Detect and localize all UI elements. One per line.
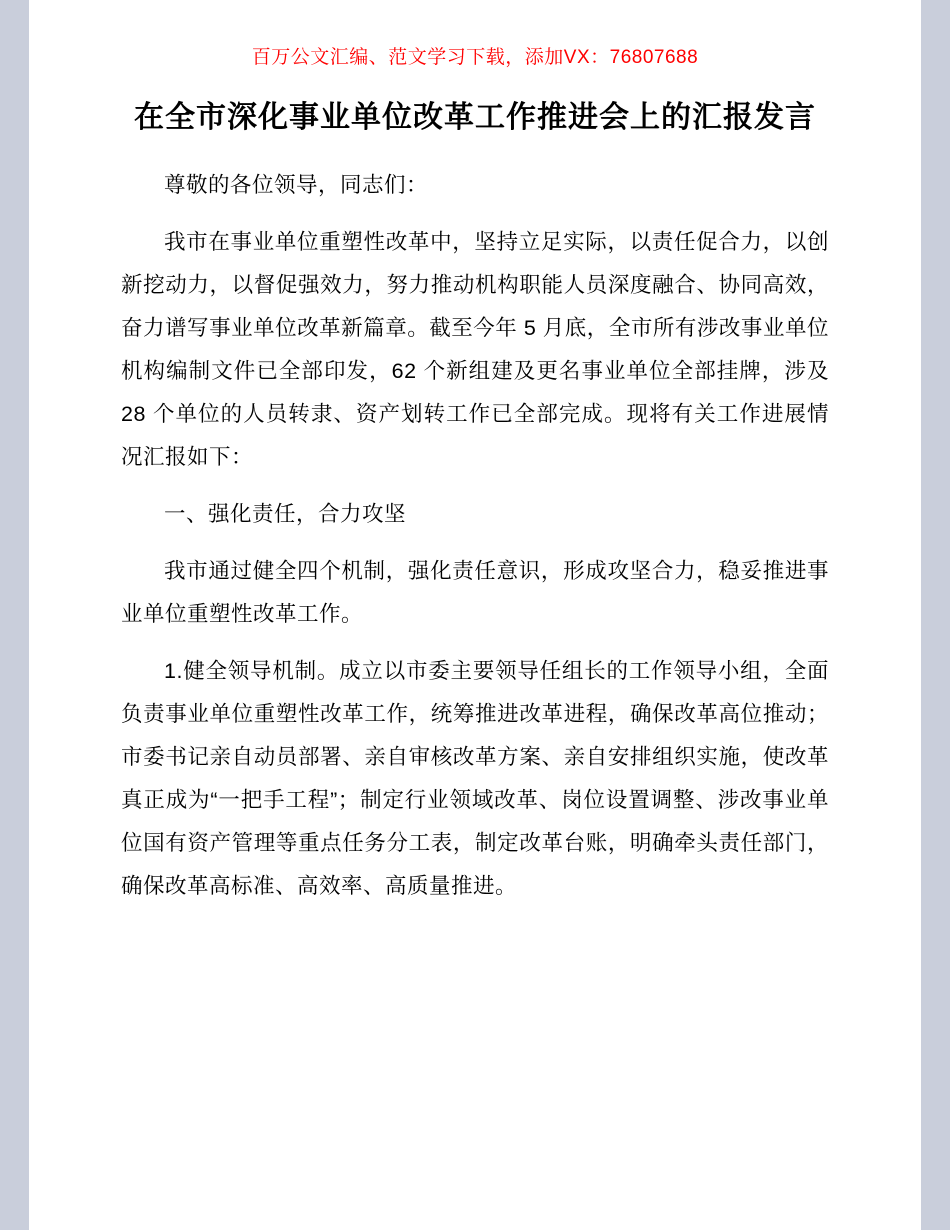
paragraph-intro: 我市在事业单位重塑性改革中，坚持立足实际，以责任促合力，以创新挖动力，以督促强效力，努力推动机构职能人员深度融合、协同高效，奋力谱写事业单位改革新篇章。截至今年 5 月底，全市所有涉改事业单位机构编制文件已全部印发，62 个新组建及更名事业单位全部挂牌，涉及 28 个单位的人员转隶、资产划转工作已全部完成。现将有关工作进展情况汇报如下： [121,229,829,469]
document-page [29,0,921,1230]
paragraph-section-heading-1: 一、强化责任，合力攻坚 [164,501,407,526]
paragraph-salutation: 尊敬的各位领导，同志们： [164,172,429,197]
document-title: 在全市深化事业单位改革工作推进会上的汇报发言 [134,101,816,134]
document-body [121,164,829,908]
paragraph-section-1-intro: 我市通过健全四个机制，强化责任意识，形成攻坚合力，稳妥推进事业单位重塑性改革工作。 [121,558,829,626]
header-notice: 百万公文汇编、范文学习下载，添加VX：76807688 [251,47,699,68]
paragraph-point-1: 1.健全领导机制。成立以市委主要领导任组长的工作领导小组，全面负责事业单位重塑性改革工作，统筹推进改革进程，确保改革高位推动；市委书记亲自动员部署、亲自审核改革方案、亲自安排组织实施，使改革真正成为“一把手工程”；制定行业领域改革、岗位设置调整、涉改事业单位国有资产管理等重点任务分工表，制定改革台账，明确牵头责任部门，确保改革高标准、高效率、高质量推进。 [121,658,829,898]
